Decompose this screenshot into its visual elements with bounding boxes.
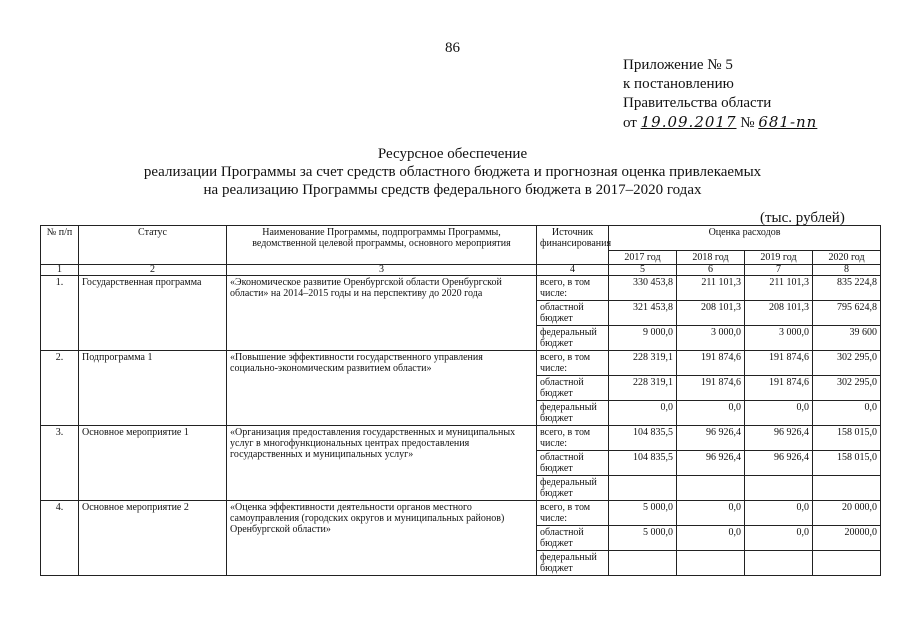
amount-cell: 228 319,1 <box>609 351 677 376</box>
amount-cell: 3 000,0 <box>677 326 745 351</box>
row-status: Основное мероприятие 2 <box>79 501 227 576</box>
amount-cell: 191 874,6 <box>677 351 745 376</box>
title-line-3: на реализацию Программы средств федерального бюджета в 2017–2020 годах <box>203 182 702 198</box>
amount-cell: 5 000,0 <box>609 501 677 526</box>
header-status: Статус <box>79 226 227 265</box>
amount-cell: 0,0 <box>677 501 745 526</box>
column-index: 4 <box>537 265 609 276</box>
row-name: «Экономическое развитие Оренбургской области Оренбургской области» на 2014–2015 годы и на перспективу до 2020 года <box>227 276 537 351</box>
column-index: 2 <box>79 265 227 276</box>
amount-cell: 96 926,4 <box>677 451 745 476</box>
column-index: 7 <box>745 265 813 276</box>
amount-cell: 158 015,0 <box>813 426 881 451</box>
amount-cell: 96 926,4 <box>677 426 745 451</box>
financing-source: областной бюджет <box>537 376 609 401</box>
amount-cell: 191 874,6 <box>677 376 745 401</box>
row-num: 2. <box>41 351 79 426</box>
financing-source: федеральный бюджет <box>537 551 609 576</box>
amount-cell: 228 319,1 <box>609 376 677 401</box>
amount-cell <box>609 476 677 501</box>
amount-cell: 3 000,0 <box>745 326 813 351</box>
row-name: «Организация предоставления государственных и муниципальных услуг в многофункциональных центрах предоставления государственных и муниципальных услуг» <box>227 426 537 501</box>
amount-cell: 0,0 <box>745 526 813 551</box>
amount-cell: 302 295,0 <box>813 376 881 401</box>
appendix-date: 19.09.2017 <box>640 113 737 131</box>
amount-cell: 0,0 <box>677 401 745 426</box>
amount-cell <box>745 476 813 501</box>
header-row <box>41 226 881 251</box>
amount-cell: 39 600 <box>813 326 881 351</box>
amount-cell: 158 015,0 <box>813 451 881 476</box>
document-title <box>0 145 905 199</box>
amount-cell <box>813 476 881 501</box>
financing-source: всего, в том числе: <box>537 351 609 376</box>
header-year-2019: 2019 год <box>745 251 813 265</box>
amount-cell: 96 926,4 <box>745 451 813 476</box>
row-num: 1. <box>41 276 79 351</box>
column-index: 1 <box>41 265 79 276</box>
amount-cell: 191 874,6 <box>745 351 813 376</box>
appendix-block <box>623 56 817 133</box>
appendix-number: 681-пп <box>758 113 818 131</box>
column-index: 8 <box>813 265 881 276</box>
header-estimate: Оценка расходов <box>609 226 881 251</box>
title-line-1: Ресурсное обеспечение <box>377 146 528 162</box>
budget-table <box>40 225 881 576</box>
table-row <box>41 501 881 526</box>
amount-cell <box>677 551 745 576</box>
amount-cell: 208 101,3 <box>677 301 745 326</box>
column-index: 3 <box>227 265 537 276</box>
appendix-line-1: Приложение № 5 <box>623 57 733 73</box>
column-index: 6 <box>677 265 745 276</box>
financing-source: федеральный бюджет <box>537 401 609 426</box>
financing-source: федеральный бюджет <box>537 326 609 351</box>
amount-cell: 208 101,3 <box>745 301 813 326</box>
table-row <box>41 276 881 301</box>
amount-cell: 0,0 <box>745 401 813 426</box>
header-year-2018: 2018 год <box>677 251 745 265</box>
row-status: Государственная программа <box>79 276 227 351</box>
financing-source: федеральный бюджет <box>537 476 609 501</box>
amount-cell: 835 224,8 <box>813 276 881 301</box>
units-label: (тыс. рублей) <box>760 210 845 226</box>
appendix-from-label: от <box>623 115 637 131</box>
amount-cell: 5 000,0 <box>609 526 677 551</box>
appendix-number-label: № <box>740 115 755 131</box>
amount-cell: 321 453,8 <box>609 301 677 326</box>
amount-cell: 795 624,8 <box>813 301 881 326</box>
amount-cell: 104 835,5 <box>609 426 677 451</box>
amount-cell: 9 000,0 <box>609 326 677 351</box>
appendix-line-4 <box>623 113 817 133</box>
financing-source: областной бюджет <box>537 301 609 326</box>
financing-source: всего, в том числе: <box>537 501 609 526</box>
row-status: Подпрограмма 1 <box>79 351 227 426</box>
column-index: 5 <box>609 265 677 276</box>
header-name: Наименование Программы, подпрограммы Программы, ведомственной целевой программы, основного мероприятия <box>227 226 537 265</box>
amount-cell <box>745 551 813 576</box>
amount-cell: 211 101,3 <box>745 276 813 301</box>
amount-cell <box>813 551 881 576</box>
amount-cell: 0,0 <box>813 401 881 426</box>
appendix-line-3: Правительства области <box>623 95 772 111</box>
amount-cell: 211 101,3 <box>677 276 745 301</box>
amount-cell: 0,0 <box>609 401 677 426</box>
amount-cell: 104 835,5 <box>609 451 677 476</box>
row-num: 3. <box>41 426 79 501</box>
table-row <box>41 351 881 376</box>
financing-source: областной бюджет <box>537 451 609 476</box>
title-line-2: реализации Программы за счет средств областного бюджета и прогнозная оценка привлекаемых <box>143 164 762 180</box>
financing-source: областной бюджет <box>537 526 609 551</box>
header-year-2017: 2017 год <box>609 251 677 265</box>
amount-cell: 191 874,6 <box>745 376 813 401</box>
financing-source: всего, в том числе: <box>537 276 609 301</box>
row-num: 4. <box>41 501 79 576</box>
amount-cell: 302 295,0 <box>813 351 881 376</box>
row-name: «Оценка эффективности деятельности органов местного самоуправления (городских округов и муниципальных районов) Оренбургской области» <box>227 501 537 576</box>
column-index-row <box>41 265 881 276</box>
header-num: № п/п <box>41 226 79 265</box>
row-name: «Повышение эффективности государственного управления социально-экономическим развитием области» <box>227 351 537 426</box>
header-source: Источник финансирования <box>537 226 609 265</box>
table-row <box>41 426 881 451</box>
amount-cell: 20000,0 <box>813 526 881 551</box>
amount-cell: 0,0 <box>745 501 813 526</box>
financing-source: всего, в том числе: <box>537 426 609 451</box>
page-number: 86 <box>445 40 460 56</box>
row-status: Основное мероприятие 1 <box>79 426 227 501</box>
amount-cell: 20 000,0 <box>813 501 881 526</box>
amount-cell <box>677 476 745 501</box>
amount-cell: 96 926,4 <box>745 426 813 451</box>
amount-cell: 0,0 <box>677 526 745 551</box>
appendix-line-2: к постановлению <box>623 76 734 92</box>
amount-cell: 330 453,8 <box>609 276 677 301</box>
amount-cell <box>609 551 677 576</box>
header-year-2020: 2020 год <box>813 251 881 265</box>
